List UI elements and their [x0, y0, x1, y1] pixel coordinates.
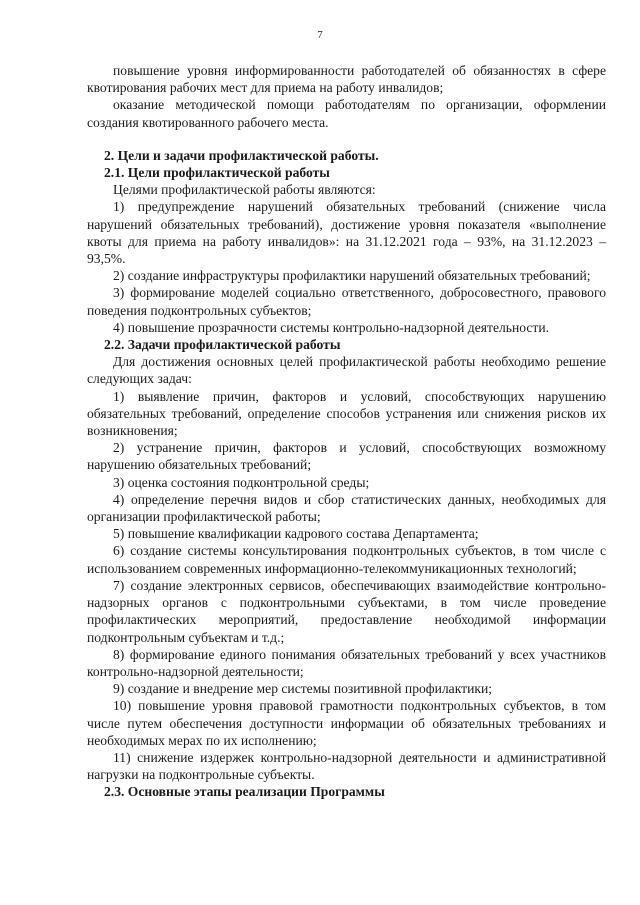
goal-item: 4) повышение прозрачности системы контрольно-надзорной деятельности. [113, 319, 550, 335]
task-item: 6) создание системы консультирования подконтрольных субъектов, в том числе с использованием современных информационно-телекоммуникационных технологий; [87, 543, 606, 576]
intro-paragraph: оказание методической помощи работодателям по организации, оформлении создания квотированного рабочего места. [87, 97, 606, 130]
task-item: 5) повышение квалификации кадрового состава Департамента; [113, 526, 479, 542]
task-item: 11) снижение издержек контрольно-надзорной деятельности и административной нагрузки на подконтрольные субъекты. [87, 749, 606, 783]
task-item: 2) устранение причин, факторов и условий, способствующих возможному нарушению обязательных требований; [87, 440, 606, 473]
task-item: 3) оценка состояния подконтрольной среды; [113, 474, 370, 490]
goal-item: 2) создание инфраструктуры профилактики нарушений обязательных требований; [113, 268, 591, 284]
document-body [87, 62, 606, 801]
task-item: 10) повышение уровня правовой грамотности подконтрольных субъектов, в том числе путем обеспечения доступности информации об обязательных требованиях и необходимых мерах по их исполнению; [87, 698, 606, 748]
tasks-heading: 2.2. Задачи профилактической работы [104, 337, 341, 353]
task-item: 1) выявление причин, факторов и условий, способствующих нарушению обязательных требований, определение способов устранения или снижения рисков их возникновения; [87, 388, 606, 439]
task-item: 4) определение перечня видов и сбор статистических данных, необходимых для организации профилактической работы; [87, 491, 606, 525]
task-item: 7) создание электронных сервисов, обеспечивающих взаимодействие контрольно-надзорных органов с подконтрольными субъектами, в том числе проведение профилактических мероприятий, предоставление необходимой информации подконтрольным субъектам и т.д.; [87, 577, 606, 645]
goals-heading: 2.1. Цели профилактической работы [104, 165, 330, 181]
goals-intro: Целями профилактической работы являются: [113, 182, 376, 198]
task-item: 9) создание и внедрение мер системы позитивной профилактики; [113, 681, 492, 697]
stages-heading: 2.3. Основные этапы реализации Программы [104, 784, 385, 800]
intro-paragraph: повышение уровня информированности работодателей об обязанностях в сфере квотирования рабочих мест для приема на работу инвалидов; [87, 63, 606, 96]
tasks-intro: Для достижения основных целей профилактической работы необходимо решение следующих задач: [87, 354, 606, 387]
goal-item: 1) предупреждение нарушений обязательных требований (снижение числа нарушений обязательных требований), достижение уровня показателя «выполнение квоты для приема на работу инвалидов»: на 31.12.2021 года – 93%, на 31.12.2023 – 93,5%. [87, 199, 606, 267]
section-heading: 2. Цели и задачи профилактической работы. [104, 147, 379, 163]
task-item: 8) формирование единого понимания обязательных требований у всех участников контрольно-надзорной деятельности; [87, 646, 606, 679]
page-number: 7 [317, 29, 323, 41]
goal-item: 3) формирование моделей социально ответственного, добросовестного, правового поведения подконтрольных субъектов; [87, 285, 606, 318]
